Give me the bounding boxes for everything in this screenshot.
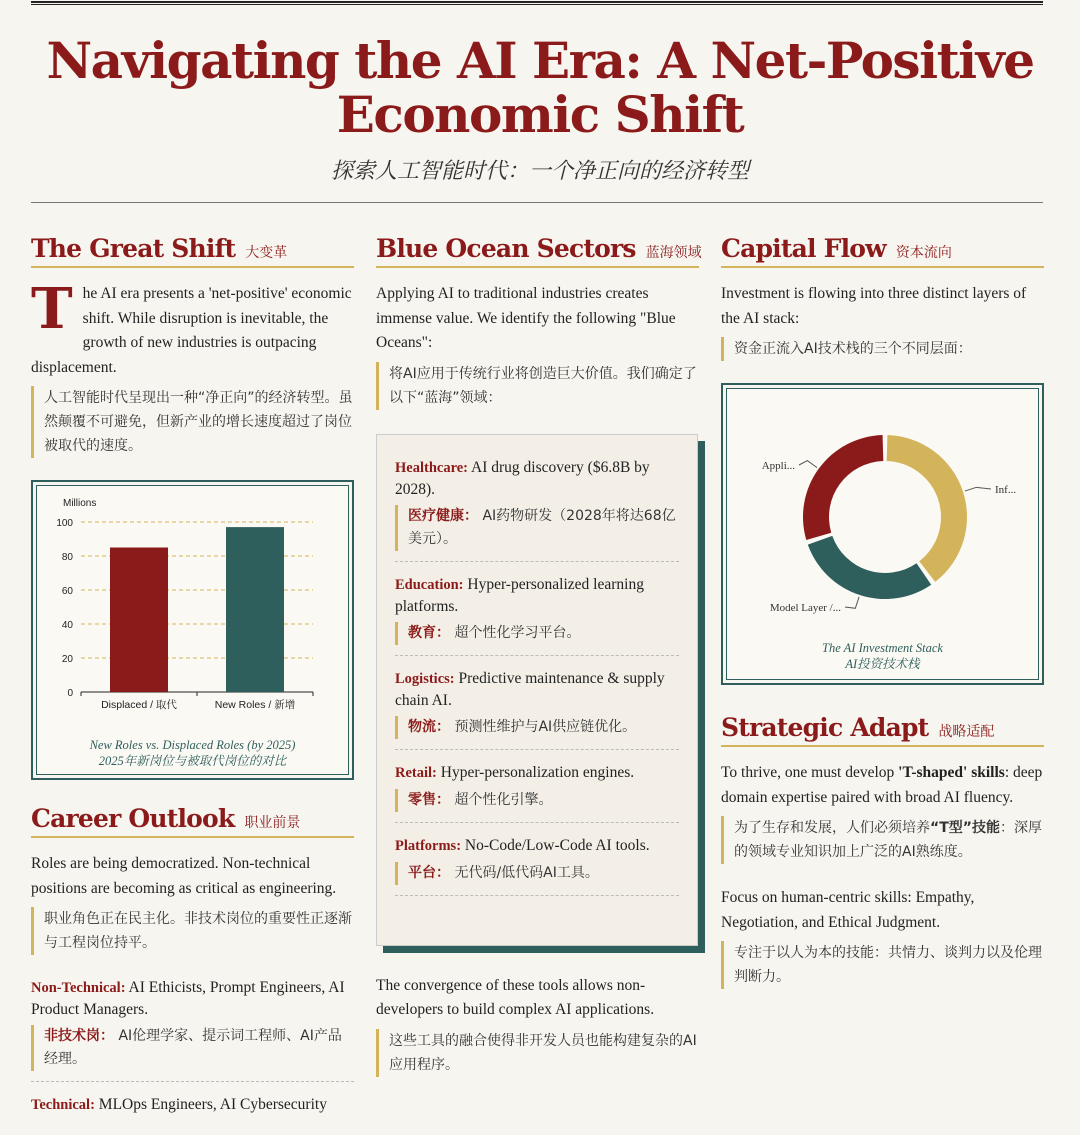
column-left [31,234,354,1116]
role-line [31,977,354,1020]
sector-line [395,574,679,617]
slice-label: Inf... [995,484,1017,496]
role-zh-label: 非技术岗： [44,1028,114,1044]
blue-ocean-heading [376,234,702,268]
caption-en: The AI Investment Stack [822,641,943,655]
sector-text: No-Code/Low-Code AI tools. [461,836,650,854]
sector-zh-label: 物流： [408,718,450,735]
role-zh-text: AI伦理学家、提示词工程师、AI产品经理。 [44,1028,342,1067]
strategic-zh-emphasis: “T型”技能 [930,820,1000,836]
caption-en: New Roles vs. Displaced Roles (by 2025) [89,738,296,752]
role-label: Technical: [31,1097,95,1113]
role-text: AI Ethicists, Prompt Engineers, AI Product Managers. [31,979,345,1018]
blue-ocean-body: Applying AI to traditional industries creates immense value. We identify the following "Blue Oceans": [376,285,676,351]
roles-chart-panel [36,485,349,775]
blue-ocean-footer-zh: 这些工具的融合使得非开发人员也能构建复杂的AI应用程序。 [376,1029,699,1077]
y-tick-label: 80 [61,552,73,563]
sector-card [376,434,699,946]
bar [226,527,284,692]
capital-body-zh: 资金正流入AI技术栈的三个不同层面： [721,337,1044,361]
section-title-zh: 战略适配 [938,725,995,740]
title-line-1: Navigating the AI Era: A Net-Positive [46,31,1034,90]
role-label: Non-Technical: [31,980,126,996]
sector-zh-text: AI药物研发（2028年将达68亿美元）。 [408,507,676,547]
strategic-text: To thrive, one must develop [721,764,899,781]
capital-heading [721,234,1044,268]
sector-line [395,835,679,857]
investment-chart-panel [726,388,1039,680]
investment-chart-caption [727,640,1038,672]
y-tick-label: 40 [61,620,73,631]
career-heading [31,804,354,838]
x-tick-label: Displaced / 取代 [101,699,177,711]
caption-zh: 2025年新岗位与被取代岗位的对比 [98,754,287,768]
y-tick-label: 20 [61,654,73,665]
section-title-zh: 资本流向 [895,246,952,261]
section-title: Blue Ocean Sectors [376,234,636,263]
sector-zh-label: 教育： [408,624,450,641]
slice-label: Appli... [761,460,795,472]
investment-donut-chart [727,389,1040,629]
sector-label: Platforms: [395,837,462,854]
x-tick-label: New Roles / 新增 [214,699,296,711]
sector-line [395,668,679,711]
roles-chart-frame [31,480,354,780]
capital-body: Investment is flowing into three distinct layers of the AI stack: [721,285,1027,327]
section-title: Strategic Adapt [721,713,929,742]
list-item [31,977,354,1082]
list-item [395,668,679,750]
column-right [721,234,1044,989]
sector-text: AI drug discovery ($6.8B by 2028). [395,458,650,498]
section-title-zh: 职业前景 [244,816,301,831]
sector-list [376,434,698,946]
role-zh [31,1025,354,1071]
top-rule [31,1,1043,5]
sector-zh [395,789,679,812]
sector-label: Healthcare: [395,459,469,476]
strategic-text: : deep domain expertise paired with broad AI fluency. [721,764,1043,806]
page-subtitle: 探索人工智能时代：一个净正向的经济转型 [330,158,749,183]
sector-label: Logistics: [395,670,455,687]
roles-chart-caption [37,737,348,769]
section-title-zh: 蓝海领域 [645,246,702,261]
strategic-emphasis: 'T-shaped' skills [898,764,1005,781]
section-title: Career Outlook [31,804,235,833]
strategic-zh-text: 为了生存和发展，人们必须培养 [734,820,930,836]
sector-zh-text: 无代码/低代码AI工具。 [450,864,599,881]
sector-label: Education: [395,576,464,593]
sector-text: Hyper-personalization engines. [436,763,635,781]
slice-label: Model Layer /... [769,602,841,614]
y-axis-label: Millions [63,498,97,509]
header-divider [31,202,1043,203]
list-item [395,762,679,823]
donut-slice [803,435,883,540]
caption-zh: AI投资技术栈 [845,657,920,671]
role-text: MLOps Engineers, AI Cybersecurity [94,1096,327,1113]
great-shift-body-zh: 人工智能时代呈现出一种“净正向”的经济转型。虽然颠覆不可避免，但新产业的增长速度超过了岗位被取代的速度。 [31,386,354,458]
y-tick-label: 100 [56,518,73,529]
sector-zh [395,505,679,551]
strategic-heading [721,713,1044,747]
page-title [0,31,1080,144]
section-title: The Great Shift [31,234,236,263]
sector-zh [395,716,679,739]
sector-text: Predictive maintenance & supply chain AI. [395,669,665,709]
drop-cap: T [31,276,73,342]
list-item [395,835,679,896]
sector-label: Retail: [395,764,437,781]
sector-zh-label: 医疗健康： [408,507,478,524]
investment-chart-frame [721,383,1044,685]
strategic-body-zh [721,816,1044,864]
great-shift-text: he AI era presents a 'net-positive' economic shift. While disruption is inevitable, the growth of new industries is outpacing displacement. [31,285,352,376]
strategic-body [721,761,1044,810]
great-shift-body [31,276,354,380]
leader-line [845,597,859,608]
career-body: Roles are being democratized. Non-technical positions are becoming as critical as engineering. [31,855,337,897]
section-title: Capital Flow [721,234,886,263]
strategic-zh-text: ：深厚的领域专业知识加上广泛的AI熟练度。 [734,820,1042,860]
blue-ocean-footer: The convergence of these tools allows non-developers to build complex AI applications. [376,976,655,1018]
title-line-2: Economic Shift [336,85,744,144]
role-line [31,1094,354,1116]
sector-zh-label: 零售： [408,791,450,808]
donut-slice [808,536,931,599]
list-item [31,1094,354,1116]
roles-bar-chart [37,486,350,726]
column-middle [376,234,702,1077]
leader-line [965,487,991,491]
list-item [395,574,679,656]
sector-zh-text: 超个性化引擎。 [450,791,553,808]
career-body-zh: 职业角色正在民主化。非技术岗位的重要性正逐渐与工程岗位持平。 [31,907,354,955]
great-shift-heading [31,234,354,268]
sector-zh-text: 超个性化学习平台。 [450,624,581,641]
leader-line [799,461,817,468]
strategic-body-2: Focus on human-centric skills: Empathy, Negotiation, and Ethical Judgment. [721,889,975,931]
section-title-zh: 大变革 [245,246,288,261]
bar [110,548,168,693]
sector-line [395,457,679,500]
strategic-body-2-zh: 专注于以人为本的技能：共情力、谈判力以及伦理判断力。 [721,941,1044,989]
sector-line [395,762,679,784]
sector-text: Hyper-personalized learning platforms. [395,575,644,615]
donut-slice [887,435,967,582]
y-tick-label: 60 [61,586,73,597]
list-item [395,457,679,562]
sector-zh [395,622,679,645]
sector-zh-text: 预测性维护与AI供应链优化。 [450,718,637,735]
sector-zh-label: 平台： [408,864,450,881]
sector-zh [395,862,679,885]
blue-ocean-body-zh: 将AI应用于传统行业将创造巨大价值。我们确定了以下“蓝海”领域： [376,362,699,410]
y-tick-label: 0 [67,688,73,699]
